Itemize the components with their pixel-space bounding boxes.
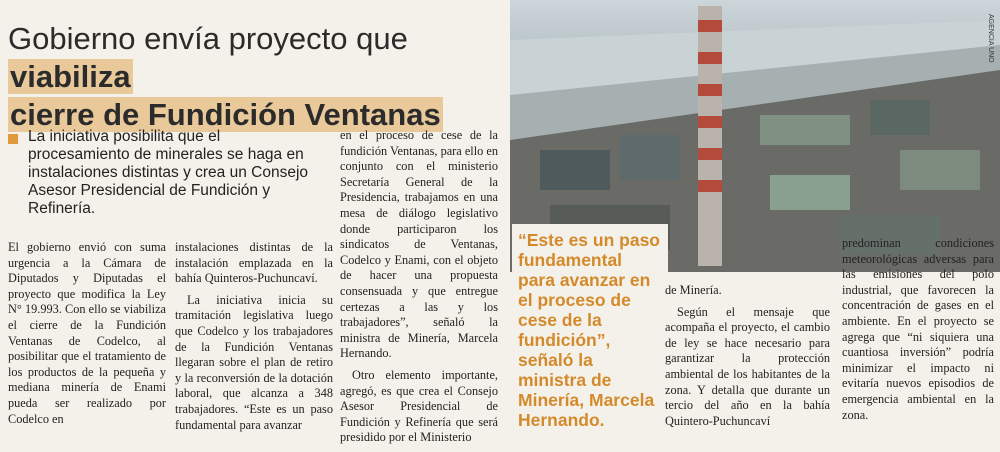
headline-part2: cierre de Fundición Ventanas xyxy=(10,97,441,132)
headline xyxy=(8,20,508,134)
paragraph: de Minería. xyxy=(665,283,722,297)
paragraph: Otro elemento importante, agregó, es que crea el Consejo Asesor Presidencial de Fundición y Refinería que será presidido por el Ministerio xyxy=(340,367,498,445)
lead-summary: La iniciativa posibilita que el procesamiento de minerales se haga en instalaciones distintas y crea un Consejo Asesor Presidencial de Fundición y Refinería. xyxy=(28,128,309,217)
headline-highlight: viabiliza xyxy=(10,59,131,94)
paragraph: instalaciones distintas de la instalación emplazada en la bahía Quinteros-Puchuncaví. xyxy=(175,240,333,286)
column-1 xyxy=(8,240,166,433)
column-5 xyxy=(842,236,994,429)
bullet-square-icon xyxy=(8,134,18,144)
paragraph: La iniciativa inicia su tramitación legislativa luego que Codelco y los trabajadores de la Fundición Ventanas llegaran sobre el plan de retiro y la reconversión de la dotación laboral, que alcanza a 348 trabajadores. “Este es un paso fundamental para avanzar xyxy=(175,292,333,432)
paragraph: en el proceso de cese de la fundición Ventanas, para ello en conjunto con el ministerio Secretaría General de la Presidencia, trabajamos en una mesa de diálogo legislativo donde participaron los sindicatos de Ventanas, Codelco y Enami, con el objeto de hacer una propuesta consensuada y que entregue certezas a las y los trabajadores”, señaló la ministra de Minería, Marcela Hernando. xyxy=(340,128,498,361)
paragraph: Según el mensaje que acompaña el proyecto, el cambio de ley se hace necesario para garantizar la protección ambiental de los habitantes de la zona. Y detalla que durante un tercio del año en la bahía Quintero-Puchuncaví xyxy=(665,304,830,428)
column-3 xyxy=(340,128,498,452)
headline-part1: Gobierno envía proyecto que xyxy=(8,21,408,56)
paragraph: predominan condiciones meteorológicas adversas para las emisiones del polo industrial, que favorecen la concentración de gases en el ambiente. En el proyecto se agrega que “ni siquiera una cuantiosa inversión” podría minimizar el impacto ni evitaría nuevos episodios de emergencia ambiental en la zona. xyxy=(842,236,994,422)
paragraph: El gobierno envió con suma urgencia a la Cámara de Diputados y Diputadas el proyecto que modifica la Ley N° 19.993. Con ello se viabiliza el cierre de la Fundición Ventanas de Codelco, al posibilitar que el tratamiento de los productos de la pequeña y mediana minería de Enami pueda ser realizado por Codelco en xyxy=(8,240,166,426)
column-2 xyxy=(175,240,333,439)
photo-credit: AGENCIA UNO xyxy=(987,14,994,63)
pull-quote: “Este es un paso fundamental para avanzar en el proceso de cese de la fundición”, señaló la ministra de Minería, Marcela Hernando. xyxy=(512,224,668,434)
column-4 xyxy=(665,283,830,435)
